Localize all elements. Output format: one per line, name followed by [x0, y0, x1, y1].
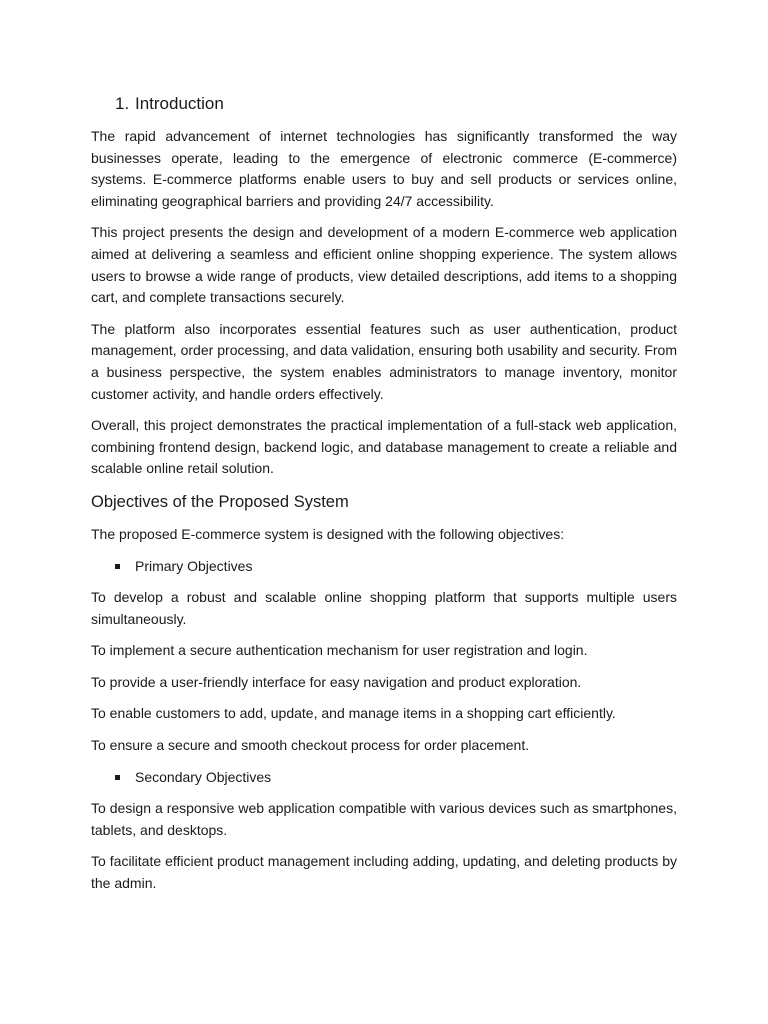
- primary-objective-3: To provide a user-friendly interface for easy navigation and product exploration.: [91, 673, 582, 690]
- objectives-heading: Objectives of the Proposed System: [91, 492, 349, 511]
- intro-paragraph-2: This project presents the design and development of a modern E-commerce web application aimed at delivering a seamless and efficient online shopping experience. The system allows users to browse a wide range of products, view detailed descriptions, add items to a shopping cart, and complete transactions securely.: [91, 224, 677, 306]
- primary-objective-5: To ensure a secure and smooth checkout process for order placement.: [91, 737, 530, 754]
- objectives-lead: The proposed E-commerce system is designed with the following objectives:: [91, 525, 565, 542]
- document-body: [91, 92, 677, 905]
- intro-paragraph-3: The platform also incorporates essential features such as user authentication, product management, order processing, and data validation, ensuring both usability and security. From a business perspective, the system enables administrators to manage inventory, monitor customer activity, and handle orders effectively.: [91, 320, 677, 402]
- section-heading-introduction: [115, 92, 677, 116]
- section-title: Introduction: [135, 94, 224, 113]
- square-bullet-icon: [115, 564, 120, 569]
- bullet-label: Secondary Objectives: [135, 768, 272, 785]
- secondary-objectives-bullet: [115, 767, 677, 789]
- secondary-objective-2: To facilitate efficient product management including adding, updating, and deleting products by the admin.: [91, 853, 677, 892]
- primary-objective-4: To enable customers to add, update, and manage items in a shopping cart efficiently.: [91, 705, 616, 722]
- bullet-label: Primary Objectives: [135, 557, 253, 574]
- secondary-objective-1: To design a responsive web application compatible with various devices such as smartphones, tablets, and desktops.: [91, 800, 677, 838]
- primary-objectives-bullet: [115, 556, 677, 578]
- square-bullet-icon: [115, 775, 120, 780]
- intro-paragraph-1: The rapid advancement of internet technologies has significantly transformed the way businesses operate, leading to the emergence of electronic commerce (E-commerce) systems. E-commerce platforms enable users to buy and sell products or services online, eliminating geographical barriers and providing 24/7 accessibility.: [91, 128, 677, 209]
- primary-objective-1: To develop a robust and scalable online shopping platform that supports multiple users simultaneously.: [91, 589, 677, 627]
- intro-paragraph-4: Overall, this project demonstrates the practical implementation of a full-stack web application, combining frontend design, backend logic, and database management to create a reliable and scalable online retail solution.: [91, 417, 677, 477]
- section-number: 1.: [115, 94, 130, 113]
- primary-objective-2: To implement a secure authentication mechanism for user registration and login.: [91, 642, 588, 659]
